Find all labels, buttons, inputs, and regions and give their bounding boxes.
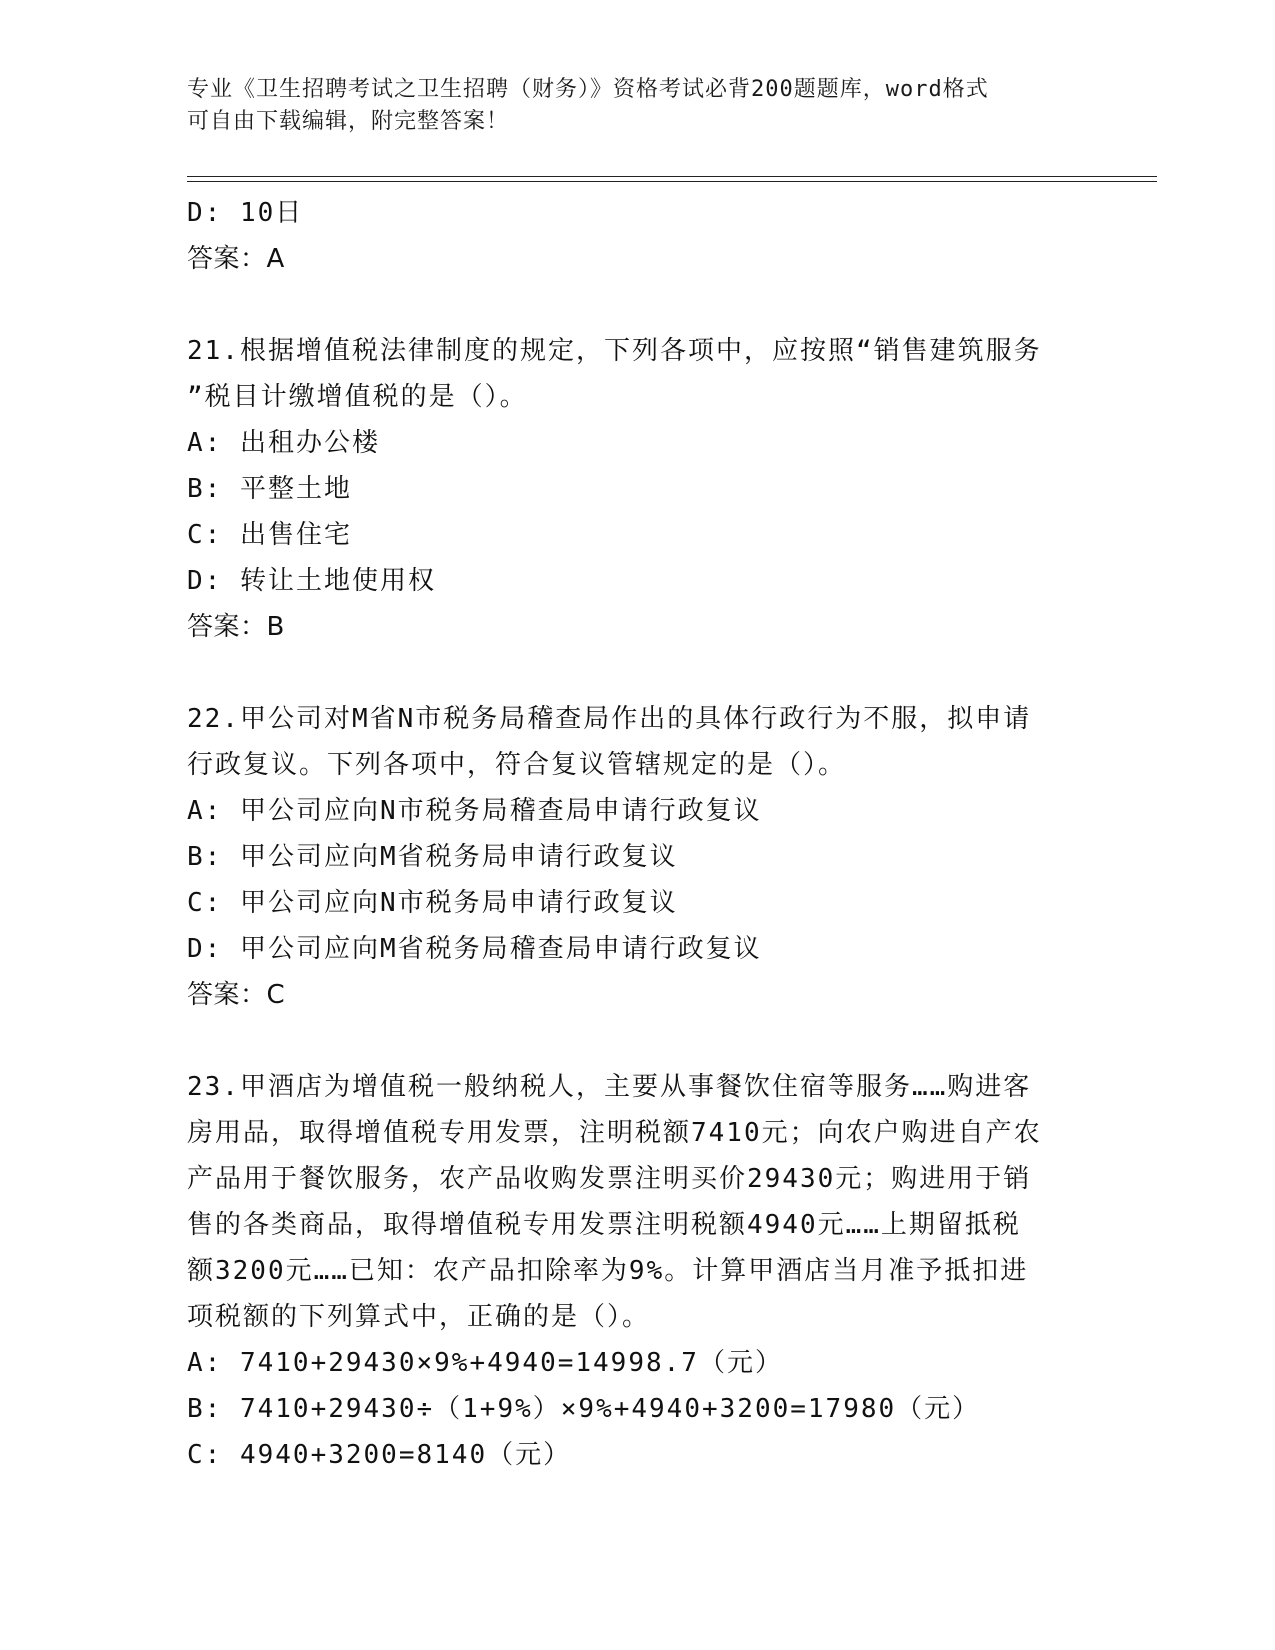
header-divider-top bbox=[187, 176, 1157, 177]
question-20-tail bbox=[187, 190, 1087, 282]
question-text-line: 行政复议。下列各项中，符合复议管辖规定的是（）。 bbox=[187, 750, 847, 780]
option-b: B: 7410+29430÷（1+9%）×9%+4940+3200=17980（元） bbox=[187, 1394, 981, 1424]
option-a: A: 7410+29430×9%+4940=14998.7（元） bbox=[187, 1348, 783, 1378]
answer: 答案：C bbox=[187, 980, 286, 1010]
question-23 bbox=[187, 1064, 1087, 1478]
header-line-1: 专业《卫生招聘考试之卫生招聘（财务）》资格考试必背200题题库，word格式 bbox=[187, 77, 989, 102]
option-a: A: 甲公司应向N市税务局稽查局申请行政复议 bbox=[187, 796, 762, 826]
header-line-2: 可自由下载编辑，附完整答案！ bbox=[187, 109, 510, 134]
spacer bbox=[187, 1018, 1087, 1064]
option-d: D: 转让土地使用权 bbox=[187, 566, 436, 596]
option-c: C: 出售住宅 bbox=[187, 520, 352, 550]
question-22 bbox=[187, 696, 1087, 1018]
answer: 答案：B bbox=[187, 612, 285, 642]
question-21 bbox=[187, 328, 1087, 650]
spacer bbox=[187, 650, 1087, 696]
option-b: B: 甲公司应向M省税务局申请行政复议 bbox=[187, 842, 678, 872]
option-a: A: 出租办公楼 bbox=[187, 428, 380, 458]
question-text-line: ”税目计缴增值税的是（）。 bbox=[187, 382, 528, 412]
question-text-line: 额3200元……已知：农产品扣除率为9%。计算甲酒店当月准予抵扣进 bbox=[187, 1256, 1029, 1286]
question-text-line: 产品用于餐饮服务，农产品收购发票注明买价29430元；购进用于销 bbox=[187, 1164, 1032, 1194]
question-text-line: 22.甲公司对M省N市税务局稽查局作出的具体行政行为不服，拟申请 bbox=[187, 704, 1032, 734]
option-d: D: 10日 bbox=[187, 198, 304, 228]
answer: 答案：A bbox=[187, 244, 285, 274]
question-text-line: 售的各类商品，取得增值税专用发票注明税额4940元……上期留抵税 bbox=[187, 1210, 1021, 1240]
question-text-line: 项税额的下列算式中，正确的是（）。 bbox=[187, 1302, 651, 1332]
document-header bbox=[187, 74, 1087, 138]
question-text-line: 房用品，取得增值税专用发票，注明税额7410元；向农户购进自产农 bbox=[187, 1118, 1042, 1148]
header-divider-bottom bbox=[187, 181, 1157, 182]
option-d: D: 甲公司应向M省税务局稽查局申请行政复议 bbox=[187, 934, 762, 964]
question-text-line: 21.根据增值税法律制度的规定，下列各项中，应按照“销售建筑服务 bbox=[187, 336, 1042, 366]
option-c: C: 4940+3200=8140（元） bbox=[187, 1440, 572, 1470]
question-list bbox=[187, 190, 1087, 1478]
question-text-line: 23.甲酒店为增值税一般纳税人，主要从事餐饮住宿等服务……购进客 bbox=[187, 1072, 1032, 1102]
spacer bbox=[187, 282, 1087, 328]
option-c: C: 甲公司应向N市税务局申请行政复议 bbox=[187, 888, 678, 918]
option-b: B: 平整土地 bbox=[187, 474, 352, 504]
